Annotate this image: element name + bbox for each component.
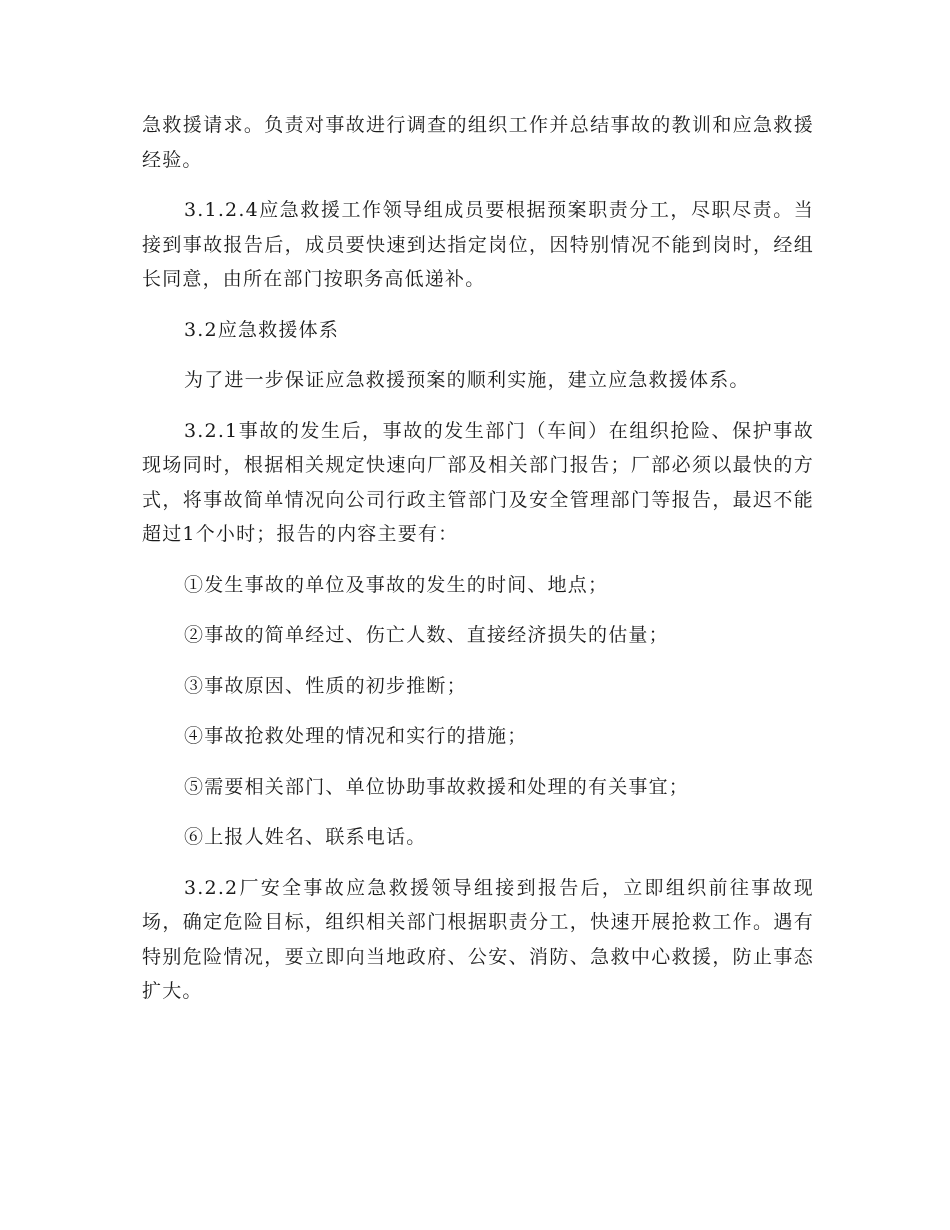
paragraph-3-2-1: 3.2.1事故的发生后，事故的发生部门（车间）在组织抢险、保护事故现场同时，根据相关规定快速向厂部及相关部门报告；厂部必须以最快的方式，将事故简单情况向公司行政主管部门及安全管理部门等报告，最迟不能超过1个小时；报告的内容主要有： — [142, 419, 814, 545]
paragraph-continuation: 急救援请求。负责对事故进行调查的组织工作并总结事故的教训和应急救援经验。 — [142, 114, 814, 171]
section-heading-3-2: 3.2应急救援体系 — [184, 318, 340, 341]
list-item-5: ⑤需要相关部门、单位协助事故救援和处理的有关事宜； — [184, 775, 690, 798]
paragraph-3-1-2-4: 3.1.2.4应急救援工作领导组成员要根据预案职责分工，尽职尽责。当接到事故报告后，成员要快速到达指定岗位，因特别情况不能到岗时，经组长同意，由所在部门按职务高低递补。 — [142, 199, 814, 290]
paragraph-3-2-2: 3.2.2厂安全事故应急救援领导组接到报告后，立即组织前往事故现场，确定危险目标，组织相关部门根据职责分工，快速开展抢救工作。遇有特别危险情况，要立即向当地政府、公安、消防、急救中心救援，防止事态扩大。 — [142, 876, 814, 1002]
paragraph-intro: 为了进一步保证应急救援预案的顺利实施，建立应急救援体系。 — [184, 369, 750, 391]
list-item-1: ①发生事故的单位及事故的发生的时间、地点； — [184, 573, 609, 596]
list-item-4: ④事故抢救处理的情况和实行的措施； — [184, 725, 528, 747]
list-item-2: ②事故的简单经过、伤亡人数、直接经济损失的估量； — [184, 624, 669, 646]
document-body — [142, 108, 814, 1009]
list-item-3: ③事故原因、性质的初步推断； — [184, 674, 467, 697]
list-item-6: ⑥上报人姓名、联系电话。 — [184, 826, 427, 848]
